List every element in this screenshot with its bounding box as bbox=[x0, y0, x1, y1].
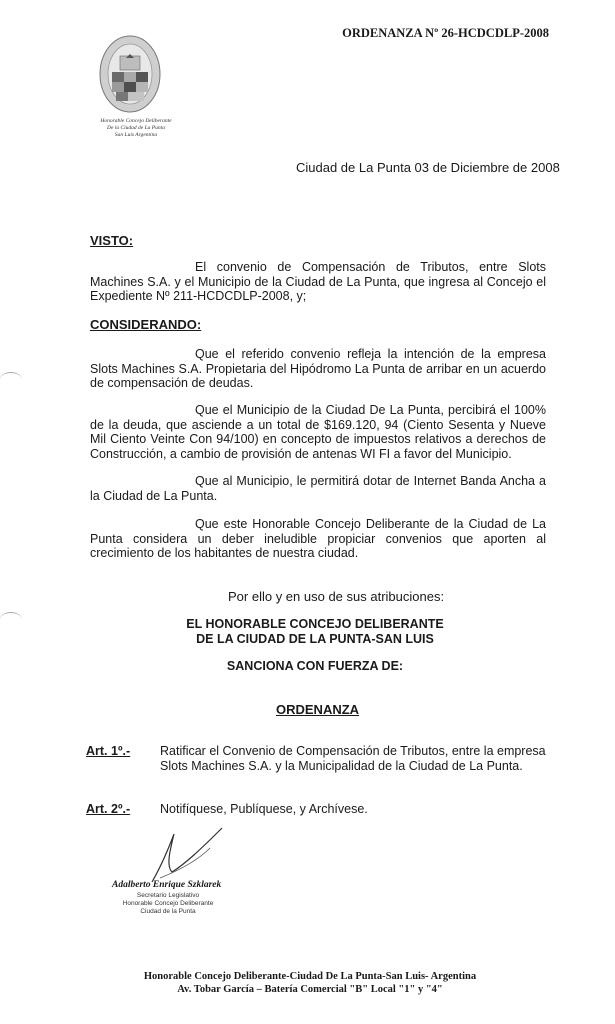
ordinance-number: ORDENANZA Nº 26-HCDCDLP-2008 bbox=[342, 26, 549, 40]
body-name bbox=[170, 617, 460, 647]
footer-line: Honorable Concejo Deliberante-Ciudad De La Punta-San Luis- Argentina bbox=[143, 971, 477, 982]
signatory-title-line: Secretario Legislativo bbox=[136, 892, 200, 899]
considerando-heading: CONSIDERANDO: bbox=[90, 317, 202, 332]
seal-line: Honorable Concejo Deliberante bbox=[100, 118, 172, 124]
body-name-line: EL HONORABLE CONCEJO DELIBERANTE bbox=[186, 617, 444, 631]
article-text: Notifíquese, Publíquese, y Archívese. bbox=[160, 802, 368, 816]
body-name-line: DE LA CIUDAD DE LA PUNTA-SAN LUIS bbox=[196, 632, 434, 646]
scan-mark bbox=[0, 612, 22, 627]
visto-heading: VISTO: bbox=[90, 233, 134, 248]
article-label: Art. 1º.- bbox=[86, 744, 131, 758]
seal-line: De la Ciudad de La Punta bbox=[107, 125, 165, 131]
article-text: Ratificar el Convenio de Compensación de Tributos, entre la empresa Slots Machines S.A. y la Municipalidad de la Ciudad de La Punta. bbox=[160, 744, 546, 773]
signatory-title-line: Ciudad de la Punta bbox=[140, 908, 196, 915]
date-line: Ciudad de La Punta 03 de Diciembre de 2008 bbox=[296, 160, 560, 175]
scan-mark bbox=[0, 372, 22, 387]
signatory-title-line: Honorable Concejo Deliberante bbox=[122, 900, 214, 907]
article-label: Art. 2º.- bbox=[86, 802, 131, 816]
seal-icon bbox=[96, 32, 168, 116]
signatory-name: Adalberto Enrique Szklarek bbox=[112, 880, 222, 890]
por-ello-line: Por ello y en uso de sus atribuciones: bbox=[228, 589, 445, 604]
considerando-paragraph: Que el referido convenio refleja la intención de la empresa Slots Machines S.A. Propietaria del Hipódromo La Punta de arribar en un acuerdo de compensación de deudas. bbox=[90, 347, 546, 390]
considerando-paragraph: Que este Honorable Concejo Deliberante de la Ciudad de La Punta considera un deber ineludible propiciar convenios que aporten al crecimiento de los habitantes de nuestra ciudad. bbox=[90, 517, 546, 560]
considerando-paragraph: Que el Municipio de la Ciudad De La Punta, percibirá el 100% de la deuda, que asciende a un total de $169.120, 94 (Ciento Sesenta y Nueve Mil Ciento Veinte Con 94/100) en concepto de impuestos relativos a derechos de Construcción, a cambio de provisión de antenas WI FI a favor del Municipio. bbox=[90, 403, 546, 461]
seal-line: San Luis Argentina bbox=[114, 132, 158, 138]
seal-logo bbox=[96, 32, 168, 116]
sanciona-line: SANCIONA CON FUERZA DE: bbox=[226, 659, 404, 673]
footer-line: Av. Tobar García – Batería Comercial "B" Local "1" y "4" bbox=[177, 984, 443, 995]
seal-caption bbox=[96, 118, 176, 139]
visto-text: El convenio de Compensación de Tributos, entre Slots Machines S.A. y el Municipio de la Ciudad de La Punta, que ingresa al Concejo el Expediente Nº 211-HCDCDLP-2008, y; bbox=[90, 260, 546, 303]
footer bbox=[80, 970, 540, 996]
ordenanza-heading: ORDENANZA bbox=[276, 702, 360, 717]
signatory-title bbox=[112, 892, 224, 916]
considerando-paragraph: Que al Municipio, le permitirá dotar de Internet Banda Ancha a la Ciudad de La Punta. bbox=[90, 474, 546, 503]
